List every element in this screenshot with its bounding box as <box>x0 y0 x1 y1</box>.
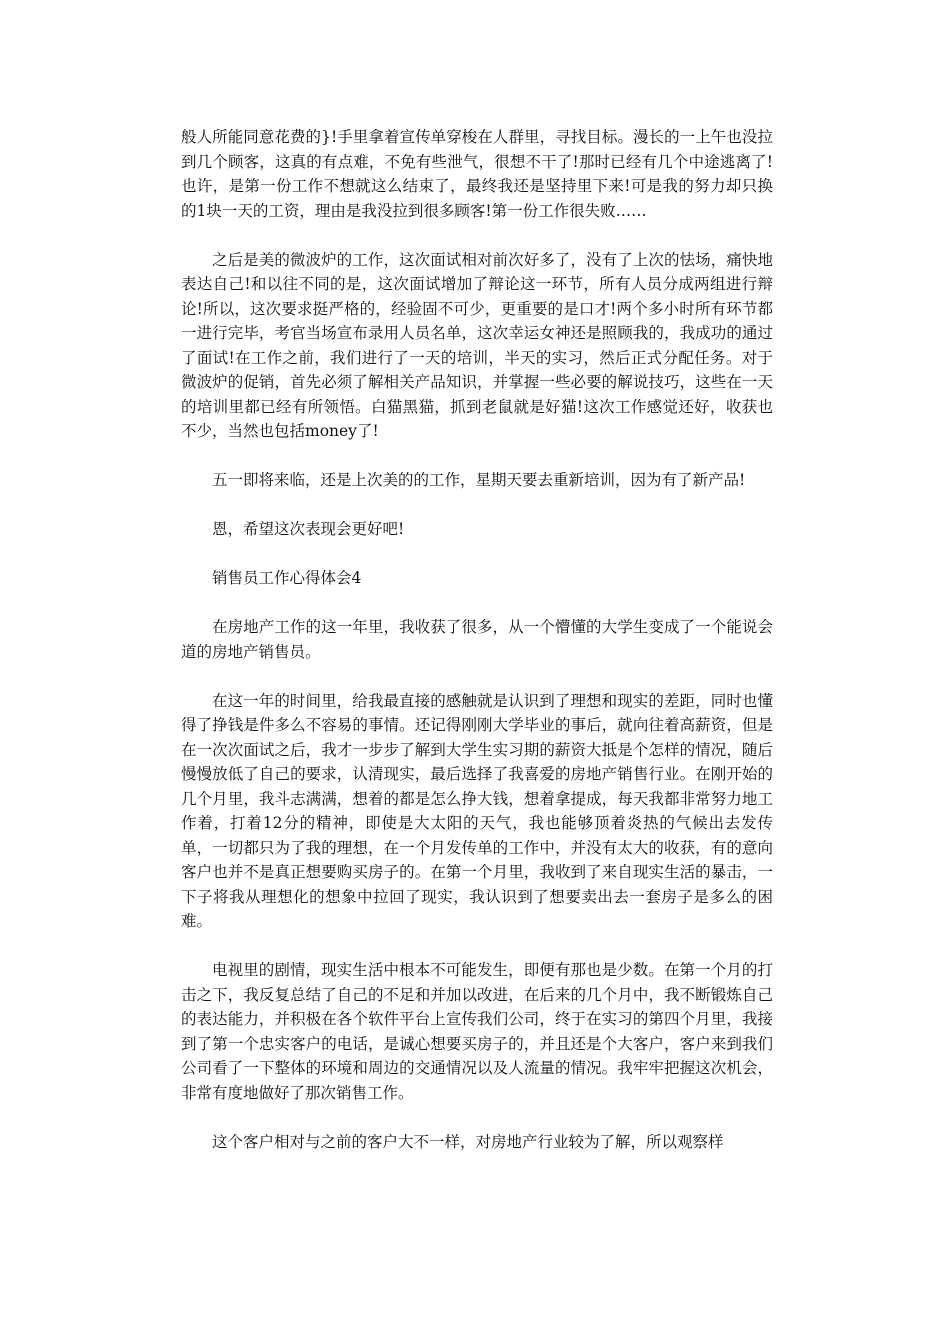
section-heading: 销售员工作心得体会4 <box>212 569 362 587</box>
document-body <box>181 125 773 1179</box>
paragraph-may-day: 五一即将来临，还是上次美的的工作，星期天要去重新培训，因为有了新产品! <box>212 471 746 489</box>
paragraph-first-month: 在这一年的时间里，给我最直接的感触就是认识到了理想和现实的差距，同时也懂得了挣钱是件多么不容易的事情。还记得刚刚大学毕业的事后，就向往着高薪资，但是在一次次面试之后，我才一步步了解到大学生实习期的薪资大抵是个怎样的情况，随后慢慢放低了自己的要求，认清现实，最后选择了我喜爱的房地产销售行业。在刚开始的几个月里，我斗志满满，想着的都是怎么挣大钱，想着拿提成，每天我都非常努力地工作着，打着12分的精神，即使是大太阳的天气，我也能够顶着炎热的气候出去发传单，一切都只为了我的理想，在一个月发传单的工作中，并没有太大的收获，有的意向客户也并不是真正想要购买房子的。在第一个月里，我收到了来自现实生活的暴击，一下子将我从理想化的想象中拉回了现实，我认识到了想要卖出去一套房子是多么的困难。 <box>181 691 773 930</box>
paragraph-first-client: 电视里的剧情，现实生活中根本不可能发生，即便有那也是少数。在第一个月的打击之下，我反复总结了自己的不足和并加以改进，在后来的几个月中，我不断锻炼自己的表达能力，并积极在各个软件平台上宣传我们公司，终于在实习的第四个月里，我接到了第一个忠实客户的电话，是诚心想要买房子的，并且还是个大客户，客户来到我们公司看了一下整体的环境和周边的交通情况以及人流量的情况。我牢牢把握这次机会，非常有度地做好了那次销售工作。 <box>181 961 773 1102</box>
paragraph-client-difference: 这个客户相对与之前的客户大不一样，对房地产行业较为了解，所以观察样 <box>212 1132 724 1151</box>
paragraph-continuation: 般人所能同意花费的}!手里拿着宣传单穿梭在人群里，寻找目标。漫长的一上午也没拉到几个顾客，这真的有点难，不免有些泄气，很想不干了!那时已经有几个中途逃离了!也许，是第一份工作不想就这么结束了，最终我还是坚持里下来!可是我的努力却只换的1块一天的工资，理由是我没拉到很多顾客!第一份工作很失败…… <box>181 128 773 220</box>
paragraph-microwave-job: 之后是美的微波炉的工作，这次面试相对前次好多了，没有了上次的怯场，痛快地表达自己!和以往不同的是，这次面试增加了辩论这一环节，所有人员分成两组进行辩论!所以，这次要求挺严格的，经验固不可少，更重要的是口才!两个多小时所有环节都一进行完毕，考官当场宣布录用人员名单，这次幸运女神还是照顾我的，我成功的通过了面试!在工作之前，我们进行了一天的培训，半天的实习，然后正式分配任务。对于微波炉的促销，首先必须了解相关产品知识，并掌握一些必要的解说技巧，这些在一天的培训里都已经有所领悟。白猫黑猫，抓到老鼠就是好猫!这次工作感觉还好，收获也不少，当然也包括money了! <box>181 250 773 440</box>
paragraph-real-estate-intro: 在房地产工作的这一年里，我收获了很多，从一个懵懂的大学生变成了一个能说会道的房地产销售员。 <box>181 618 773 661</box>
paragraph-hope: 恩，希望这次表现会更好吧! <box>212 520 405 538</box>
